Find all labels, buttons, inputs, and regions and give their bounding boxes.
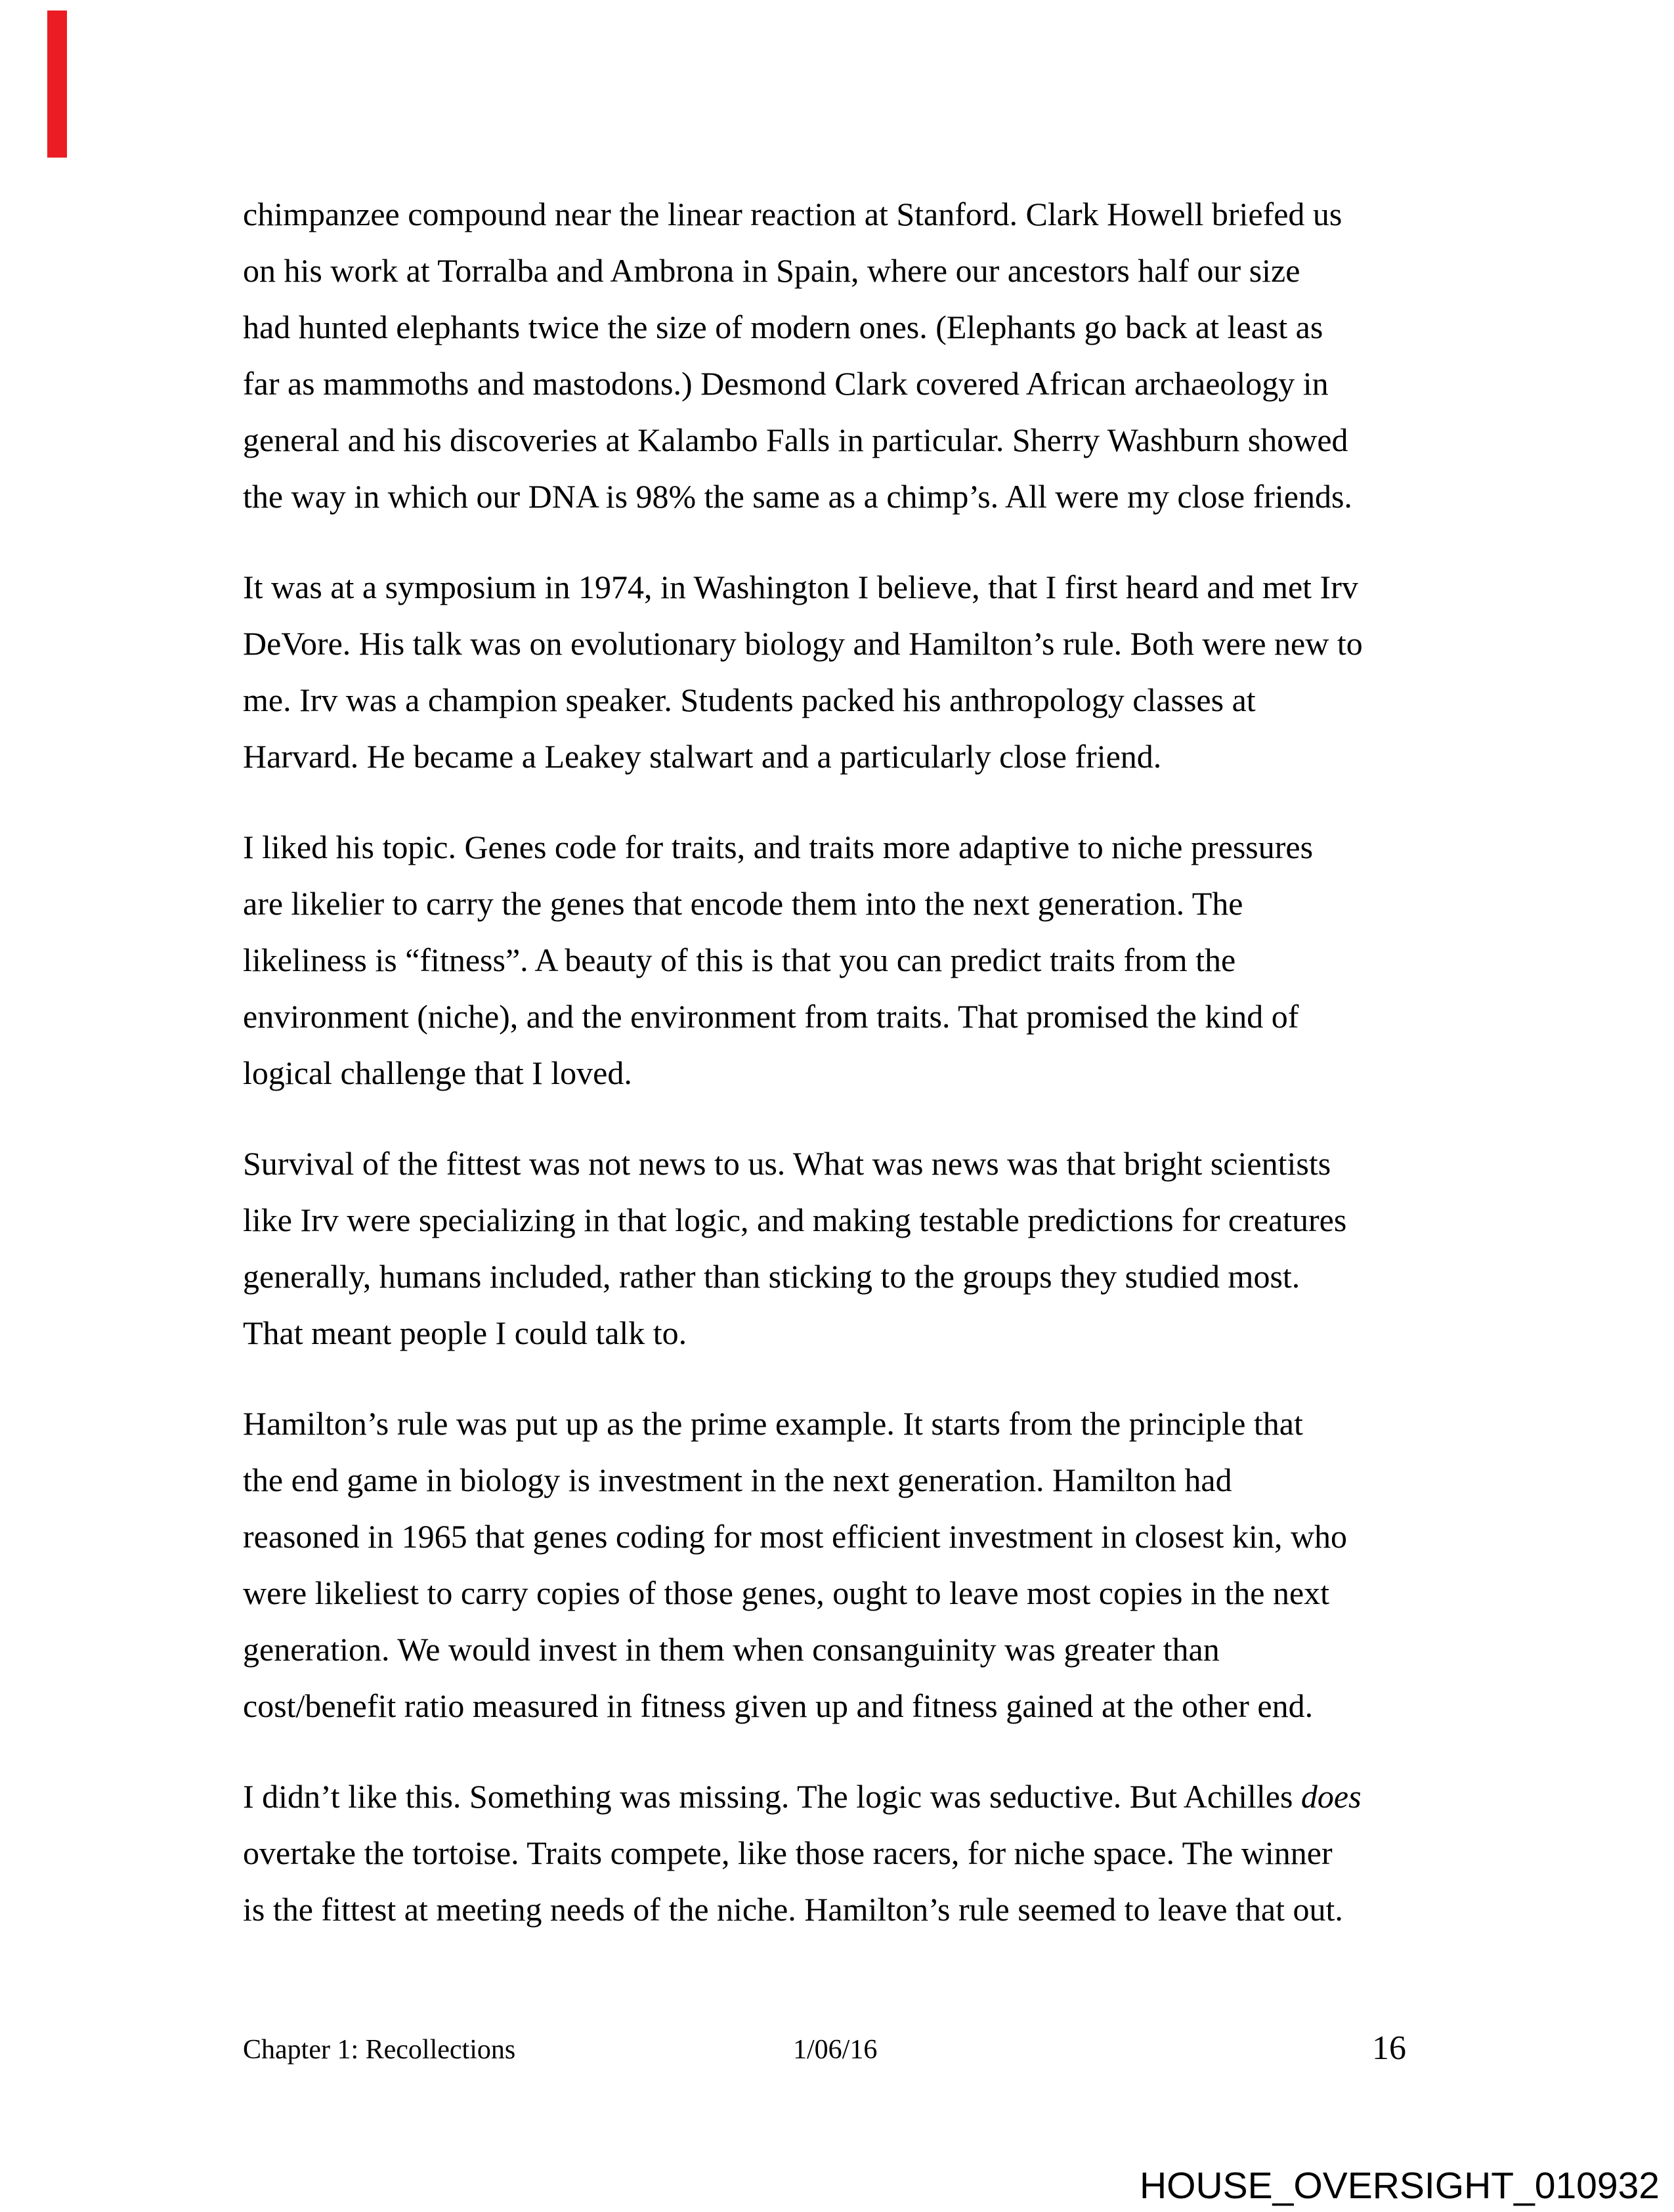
text-line [243, 1881, 1444, 1938]
text-segment: general and his discoveries at Kalambo Falls in particular. Sherry Washburn showed [243, 422, 1348, 458]
footer-page-number: 16 [1372, 2029, 1406, 2067]
text-segment: likeliness is “fitness”. A beauty of this is that you can predict traits from the [243, 942, 1236, 978]
text-line [243, 1305, 1444, 1361]
text-segment: reasoned in 1965 that genes coding for most efficient investment in closest kin, who [243, 1518, 1348, 1555]
text-line [243, 875, 1444, 932]
text-segment: Survival of the fittest was not news to us. What was news was that bright scientists [243, 1145, 1331, 1182]
text-segment: me. Irv was a champion speaker. Students packed his anthropology classes at [243, 682, 1256, 718]
text-segment: chimpanzee compound near the linear reaction at Stanford. Clark Howell briefed us [243, 196, 1342, 232]
text-segment: I didn’t like this. Something was missing. The logic was seductive. But Achilles [243, 1778, 1301, 1815]
text-line [243, 559, 1444, 615]
text-segment: Harvard. He became a Leakey stalwart and a particularly close friend. [243, 738, 1162, 775]
text-segment: generation. We would invest in them when consanguinity was greater than [243, 1631, 1220, 1668]
text-segment: logical challenge that I loved. [243, 1054, 632, 1091]
paragraph [243, 1768, 1444, 1938]
text-line [243, 728, 1444, 785]
text-line [243, 468, 1444, 525]
text-line [243, 1768, 1444, 1825]
text-line [243, 1192, 1444, 1248]
text-line [243, 1452, 1444, 1508]
text-segment: Hamilton’s rule was put up as the prime example. It starts from the principle that [243, 1405, 1303, 1442]
text-segment: the way in which our DNA is 98% the same as a chimp’s. All were my close friends. [243, 478, 1352, 515]
footer-chapter-label: Chapter 1: Recollections [243, 2035, 516, 2065]
footer-date: 1/06/16 [793, 2035, 878, 2065]
text-line [243, 186, 1444, 242]
text-line [243, 412, 1444, 468]
text-line [243, 1565, 1444, 1621]
text-segment: is the fittest at meeting needs of the niche. Hamilton’s rule seemed to leave that out. [243, 1891, 1343, 1928]
page-body-text [243, 186, 1444, 1938]
paragraph [243, 1395, 1444, 1734]
text-segment: on his work at Torralba and Ambrona in Spain, where our ancestors half our size [243, 252, 1300, 289]
text-segment: That meant people I could talk to. [243, 1314, 687, 1351]
text-line [243, 1678, 1444, 1734]
text-line [243, 355, 1444, 412]
text-line [243, 1135, 1444, 1192]
text-segment: It was at a symposium in 1974, in Washington I believe, that I first heard and met Irv [243, 569, 1358, 605]
text-line [243, 1508, 1444, 1565]
text-line [243, 299, 1444, 355]
text-segment: generally, humans included, rather than sticking to the groups they studied most. [243, 1258, 1300, 1295]
text-line [243, 1248, 1444, 1305]
text-segment: overtake the tortoise. Traits compete, like those racers, for niche space. The winner [243, 1834, 1333, 1871]
text-line [243, 1621, 1444, 1678]
text-segment: cost/benefit ratio measured in fitness given up and fitness gained at the other end. [243, 1687, 1314, 1724]
text-line [243, 1395, 1444, 1452]
text-segment: far as mammoths and mastodons.) Desmond Clark covered African archaeology in [243, 365, 1329, 402]
paragraph [243, 559, 1444, 785]
text-segment: DeVore. His talk was on evolutionary biology and Hamilton’s rule. Both were new to [243, 625, 1363, 662]
text-line [243, 819, 1444, 875]
text-segment: had hunted elephants twice the size of modern ones. (Elephants go back at least as [243, 309, 1323, 345]
text-segment: like Irv were specializing in that logic, and making testable predictions for creatures [243, 1202, 1347, 1238]
text-line [243, 672, 1444, 728]
italic-text-segment: does [1300, 1778, 1362, 1815]
text-segment: are likelier to carry the genes that encode them into the next generation. The [243, 885, 1243, 922]
text-line [243, 615, 1444, 672]
text-segment: the end game in biology is investment in the next generation. Hamilton had [243, 1462, 1232, 1498]
paragraph [243, 186, 1444, 525]
paragraph [243, 819, 1444, 1101]
text-line [243, 1825, 1444, 1881]
paragraph [243, 1135, 1444, 1361]
text-line [243, 932, 1444, 988]
text-segment: environment (niche), and the environment from traits. That promised the kind of [243, 998, 1299, 1035]
text-segment: were likeliest to carry copies of those genes, ought to leave most copies in the next [243, 1574, 1330, 1611]
text-line [243, 242, 1444, 299]
red-margin-mark [47, 11, 67, 158]
text-line [243, 988, 1444, 1045]
text-line [243, 1045, 1444, 1101]
bates-stamp: HOUSE_OVERSIGHT_010932 [1139, 2165, 1660, 2207]
text-segment: I liked his topic. Genes code for traits, and traits more adaptive to niche pressures [243, 829, 1314, 865]
